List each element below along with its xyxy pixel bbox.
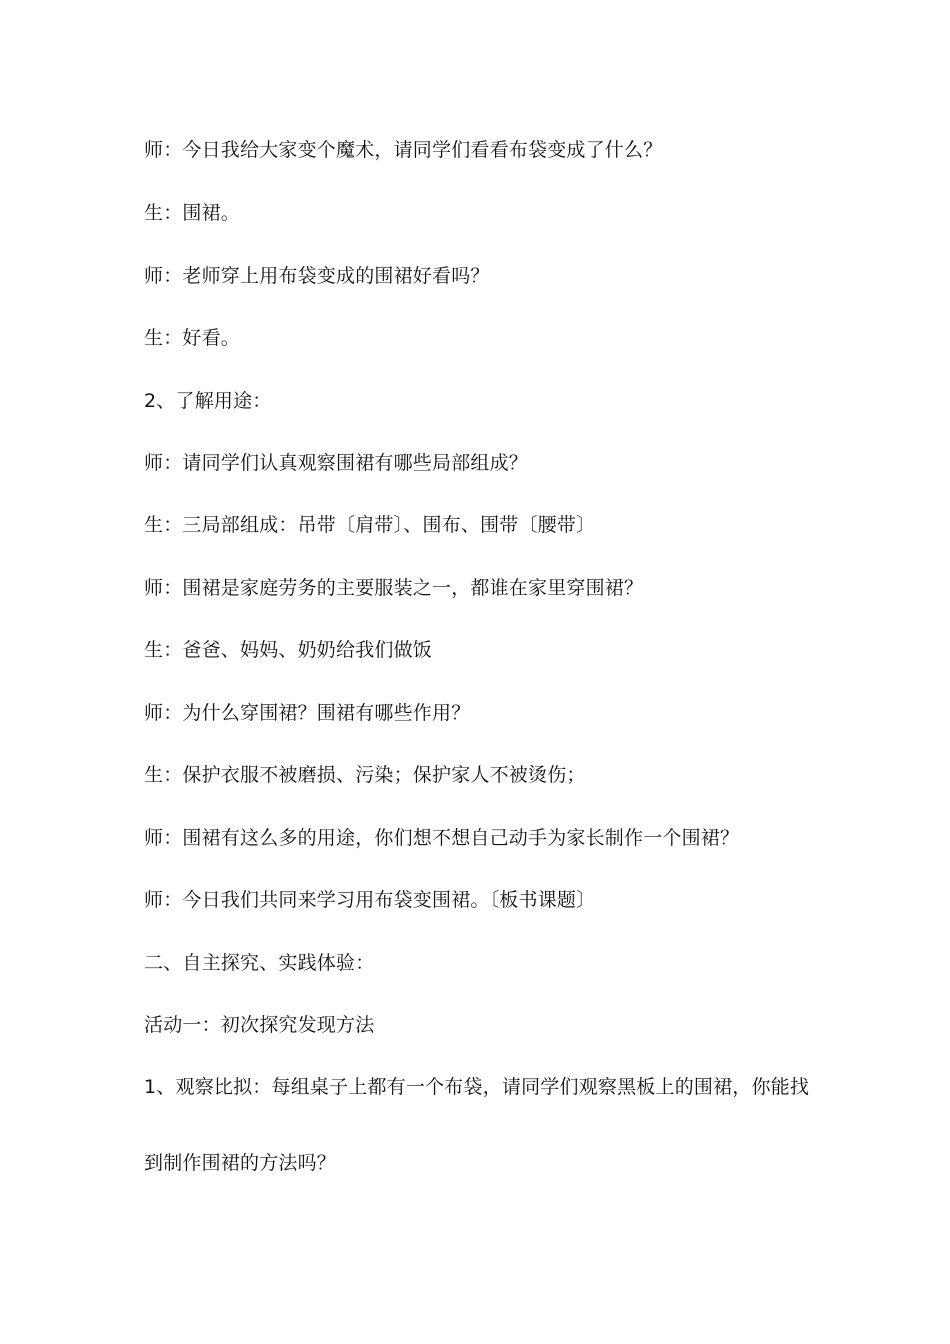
section-heading-explore: 二、自主探究、实践体验： [144, 952, 375, 974]
paragraph-observe-compare-continued: 到制作围裙的方法吗？ [144, 1152, 337, 1174]
paragraph-observe-compare: 1、观察比拟：每组桌子上都有一个布袋，请同学们观察黑板上的围裙，你能找 [144, 1076, 810, 1098]
paragraph-student-family: 生：爸爸、妈妈、奶奶给我们做饭 [144, 639, 433, 661]
paragraph-student-apron: 生：围裙。 [144, 202, 241, 224]
paragraph-teacher-why: 师：为什么穿围裙？围裙有哪些作用？ [144, 702, 471, 724]
paragraph-teacher-magic: 师：今日我给大家变个魔术，请同学们看看布袋变成了什么？ [144, 139, 663, 161]
paragraph-student-protect: 生：保护衣服不被磨损、污染；保护家人不被烫伤； [144, 764, 586, 786]
paragraph-teacher-looks-good: 师：老师穿上用布袋变成的围裙好看吗？ [144, 265, 490, 287]
paragraph-teacher-parts: 师：请同学们认真观察围裙有哪些局部组成？ [144, 452, 529, 474]
paragraph-teacher-who-wears: 师：围裙是家庭劳务的主要服装之一，都谁在家里穿围裙？ [144, 577, 644, 599]
section-heading-uses: 2、了解用途： [144, 390, 272, 412]
paragraph-student-three-parts: 生：三局部组成：吊带〔肩带〕、围布、围带〔腰带〕 [144, 514, 596, 536]
paragraph-teacher-topic: 师：今日我们共同来学习用布袋变围裙。〔板书课题〕 [144, 889, 596, 911]
paragraph-student-good-looking: 生：好看。 [144, 327, 241, 349]
paragraph-teacher-make-one: 师：围裙有这么多的用途，你们想不想自己动手为家长制作一个围裙？ [144, 827, 740, 849]
activity-heading-one: 活动一：初次探究发现方法 [144, 1014, 375, 1036]
